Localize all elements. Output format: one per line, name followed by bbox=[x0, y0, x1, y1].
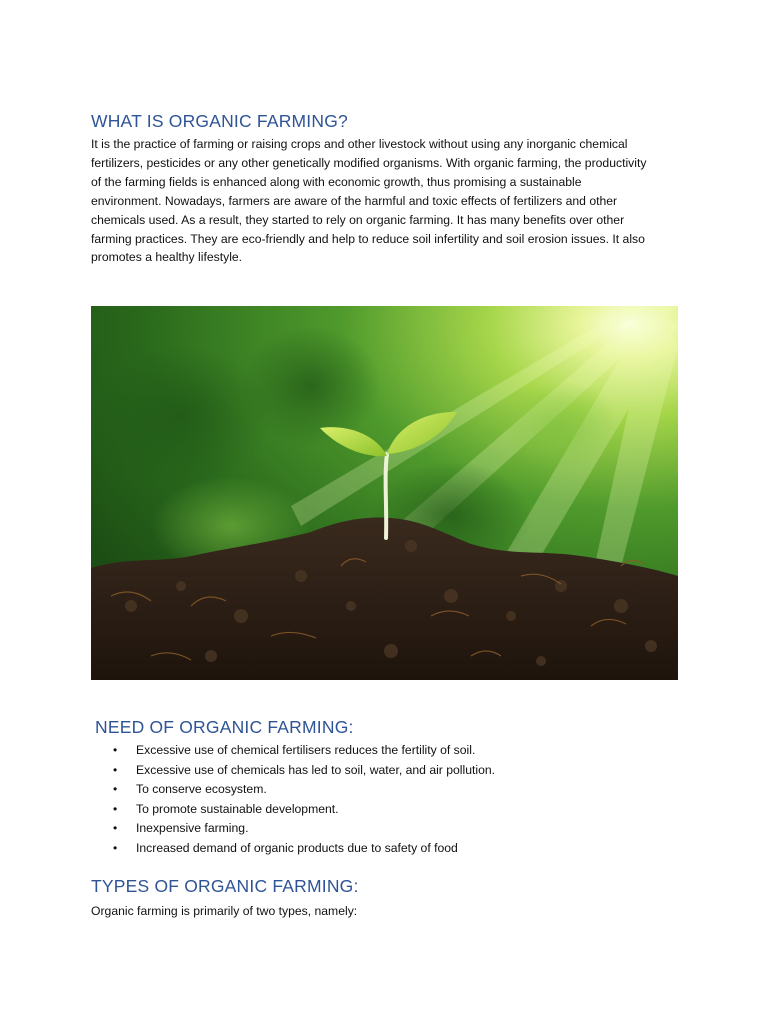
paragraph-line: fertilizers, pesticides or any other genetically modified organisms. With organic farming, the productivity bbox=[91, 155, 647, 170]
list-item bbox=[91, 819, 691, 839]
seedling-photo bbox=[91, 306, 678, 680]
types-intro-text: Organic farming is primarily of two types, namely: bbox=[91, 904, 358, 918]
bullet-icon: • bbox=[113, 801, 118, 816]
list-item-text: Increased demand of organic products due to safety of food bbox=[136, 840, 458, 855]
list-item-text: To promote sustainable development. bbox=[136, 801, 339, 816]
list-item-text: Inexpensive farming. bbox=[136, 821, 249, 835]
list-item-text: Excessive use of chemical fertilisers reduces the fertility of soil. bbox=[136, 743, 476, 757]
list-item-text: Excessive use of chemicals has led to soil, water, and air pollution. bbox=[136, 762, 496, 777]
paragraph-line: chemicals used. As a result, they started to rely on organic farming. It has many benefits over other bbox=[91, 212, 625, 227]
bullet-icon: • bbox=[113, 821, 118, 835]
paragraph-line: environment. Nowadays, farmers are aware of the harmful and toxic effects of fertilizers and other bbox=[91, 193, 618, 208]
bullet-icon: • bbox=[113, 743, 118, 757]
paragraph-line: farming practices. They are eco-friendly and help to reduce soil infertility and soil erosion issues. It also bbox=[91, 231, 645, 246]
needs-bullet-list bbox=[91, 741, 691, 858]
paragraph-line: of the farming fields is enhanced along with economic growth, thus promising a sustainable bbox=[91, 174, 582, 189]
list-item bbox=[91, 761, 691, 781]
list-item-text: To conserve ecosystem. bbox=[136, 782, 267, 796]
list-item bbox=[91, 741, 691, 761]
section-heading-types-of-organic-farming: TYPES OF ORGANIC FARMING: bbox=[91, 876, 359, 896]
bullet-icon: • bbox=[113, 782, 118, 796]
intro-paragraph bbox=[91, 135, 681, 267]
list-item bbox=[91, 780, 691, 800]
bullet-icon: • bbox=[113, 762, 118, 777]
paragraph-line: It is the practice of farming or raising crops and other livestock without using any inorganic chemical bbox=[91, 137, 628, 151]
list-item bbox=[91, 839, 691, 859]
section-heading-need-of-organic-farming: NEED OF ORGANIC FARMING: bbox=[95, 717, 354, 737]
list-item bbox=[91, 800, 691, 820]
paragraph-line: promotes a healthy lifestyle. bbox=[91, 250, 243, 265]
bullet-icon: • bbox=[113, 840, 118, 855]
section-heading-what-is-organic-farming: WHAT IS ORGANIC FARMING? bbox=[91, 111, 348, 131]
